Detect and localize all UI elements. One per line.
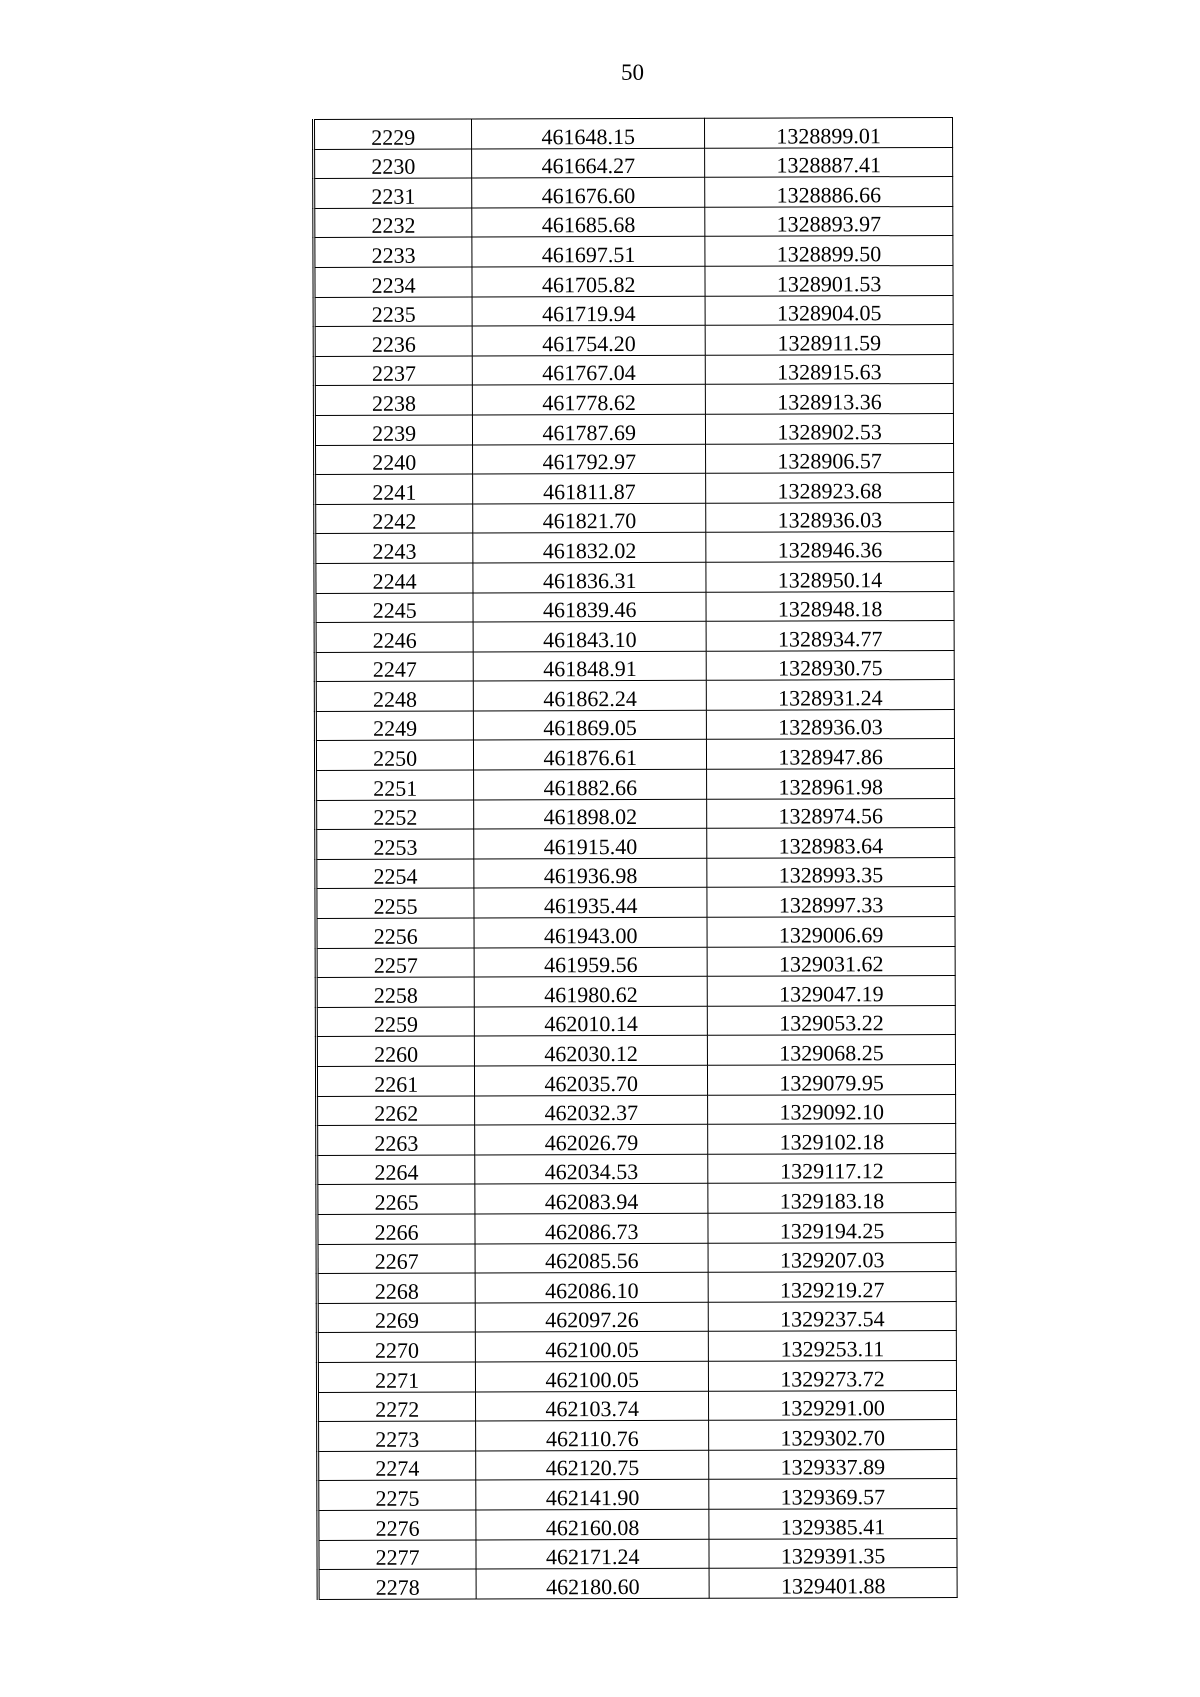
point-number-cell: 2255: [316, 888, 474, 918]
y-coordinate-cell: 1329079.95: [708, 1064, 956, 1094]
y-coordinate-cell: 1328947.86: [707, 739, 955, 769]
y-coordinate-cell: 1328936.03: [707, 709, 955, 739]
point-number-cell: 2263: [317, 1125, 475, 1155]
x-coordinate-cell: 461664.27: [472, 148, 705, 178]
point-number-cell: 2237: [314, 356, 472, 386]
coordinates-table: [312, 117, 958, 1600]
table-row: [316, 769, 955, 801]
point-number-cell: 2254: [316, 859, 474, 889]
x-coordinate-cell: 461882.66: [474, 769, 707, 799]
table-row: [316, 1005, 955, 1037]
y-coordinate-cell: 1329117.12: [708, 1153, 956, 1183]
x-coordinate-cell: 461862.24: [474, 681, 707, 711]
table-row: [315, 532, 954, 564]
table-row: [314, 206, 953, 238]
x-coordinate-cell: 462120.75: [476, 1450, 709, 1480]
table-row: [318, 1479, 957, 1511]
x-coordinate-cell: 462032.37: [475, 1095, 708, 1125]
y-coordinate-cell: 1329068.25: [708, 1035, 956, 1065]
point-number-cell: 2266: [317, 1214, 475, 1244]
y-coordinate-cell: 1328983.64: [707, 828, 955, 858]
point-number-cell: 2244: [315, 563, 473, 593]
table-row: [315, 709, 954, 741]
table-row: [317, 1183, 956, 1215]
point-number-cell: 2231: [314, 178, 472, 208]
y-coordinate-cell: 1328904.05: [705, 295, 953, 325]
y-coordinate-cell: 1328950.14: [706, 561, 954, 591]
x-coordinate-cell: 461898.02: [474, 799, 707, 829]
point-number-cell: 2252: [316, 800, 474, 830]
x-coordinate-cell: 461869.05: [474, 710, 707, 740]
y-coordinate-cell: 1329369.57: [709, 1479, 957, 1509]
table-row: [318, 1568, 957, 1600]
y-coordinate-cell: 1329401.88: [709, 1568, 957, 1598]
x-coordinate-cell: 461787.69: [473, 414, 706, 444]
x-coordinate-cell: 462171.24: [476, 1539, 709, 1569]
x-coordinate-cell: 462100.05: [476, 1361, 709, 1391]
point-number-cell: 2238: [314, 385, 472, 415]
table-row: [316, 1064, 955, 1096]
table-row: [314, 147, 953, 179]
point-number-cell: 2246: [315, 622, 473, 652]
x-coordinate-cell: 461839.46: [473, 592, 706, 622]
y-coordinate-cell: 1328887.41: [705, 147, 953, 177]
table-row: [316, 887, 955, 919]
point-number-cell: 2258: [316, 977, 474, 1007]
table-row: [316, 798, 955, 830]
point-number-cell: 2276: [318, 1510, 476, 1540]
x-coordinate-cell: 462010.14: [475, 1006, 708, 1036]
x-coordinate-cell: 461936.98: [474, 858, 707, 888]
point-number-cell: 2245: [315, 592, 473, 622]
y-coordinate-cell: 1328899.50: [705, 236, 953, 266]
table-row: [314, 117, 953, 149]
table-row: [315, 621, 954, 653]
table-row: [314, 295, 953, 327]
table-row: [316, 828, 955, 860]
point-number-cell: 2265: [317, 1184, 475, 1214]
point-number-cell: 2278: [318, 1569, 476, 1599]
point-number-cell: 2240: [315, 445, 473, 475]
point-number-cell: 2270: [317, 1332, 475, 1362]
y-coordinate-cell: 1329385.41: [709, 1508, 957, 1538]
point-number-cell: 2232: [314, 208, 472, 238]
table-row: [317, 1360, 956, 1392]
x-coordinate-cell: 461876.61: [474, 740, 707, 770]
y-coordinate-cell: 1329253.11: [708, 1331, 956, 1361]
point-number-cell: 2234: [314, 267, 472, 297]
table-row: [318, 1420, 957, 1452]
y-coordinate-cell: 1328930.75: [706, 650, 954, 680]
table-row: [317, 1301, 956, 1333]
x-coordinate-cell: 461719.94: [472, 296, 705, 326]
y-coordinate-cell: 1329337.89: [709, 1449, 957, 1479]
x-coordinate-cell: 462160.08: [476, 1509, 709, 1539]
x-coordinate-cell: 461754.20: [472, 325, 705, 355]
y-coordinate-cell: 1328901.53: [705, 265, 953, 295]
table-row: [317, 1153, 956, 1185]
table-row: [317, 1094, 956, 1126]
y-coordinate-cell: 1328961.98: [707, 769, 955, 799]
table-row: [317, 1212, 956, 1244]
x-coordinate-cell: 462085.56: [475, 1243, 708, 1273]
table-row: [314, 177, 953, 209]
point-number-cell: 2259: [316, 1007, 474, 1037]
x-coordinate-cell: 461935.44: [474, 888, 707, 918]
point-number-cell: 2243: [315, 533, 473, 563]
x-coordinate-cell: 461943.00: [474, 917, 707, 947]
y-coordinate-cell: 1329219.27: [708, 1272, 956, 1302]
x-coordinate-cell: 461697.51: [472, 237, 705, 267]
x-coordinate-cell: 461821.70: [473, 503, 706, 533]
y-coordinate-cell: 1329031.62: [707, 946, 955, 976]
y-coordinate-cell: 1328948.18: [706, 591, 954, 621]
point-number-cell: 2235: [314, 297, 472, 327]
x-coordinate-cell: 462100.05: [476, 1332, 709, 1362]
y-coordinate-cell: 1329302.70: [709, 1420, 957, 1450]
x-coordinate-cell: 462103.74: [476, 1391, 709, 1421]
y-coordinate-cell: 1329047.19: [707, 976, 955, 1006]
table-row: [317, 1124, 956, 1156]
x-coordinate-cell: 461676.60: [472, 177, 705, 207]
table-row: [317, 1272, 956, 1304]
x-coordinate-cell: 462180.60: [476, 1568, 709, 1598]
point-number-cell: 2248: [315, 681, 473, 711]
x-coordinate-cell: 461811.87: [473, 473, 706, 503]
table-row: [318, 1449, 957, 1481]
table-row: [317, 1242, 956, 1274]
table-row: [316, 976, 955, 1008]
point-number-cell: 2249: [315, 711, 473, 741]
y-coordinate-cell: 1329053.22: [707, 1005, 955, 1035]
y-coordinate-cell: 1329183.18: [708, 1183, 956, 1213]
y-coordinate-cell: 1328997.33: [707, 887, 955, 917]
point-number-cell: 2274: [318, 1451, 476, 1481]
y-coordinate-cell: 1328913.36: [705, 384, 953, 414]
x-coordinate-cell: 461832.02: [473, 533, 706, 563]
x-coordinate-cell: 461843.10: [473, 621, 706, 651]
x-coordinate-cell: 461705.82: [472, 266, 705, 296]
y-coordinate-cell: 1329237.54: [708, 1301, 956, 1331]
point-number-cell: 2269: [317, 1303, 475, 1333]
point-number-cell: 2236: [314, 326, 472, 356]
point-number-cell: 2247: [315, 652, 473, 682]
y-coordinate-cell: 1328911.59: [705, 325, 953, 355]
point-number-cell: 2264: [317, 1155, 475, 1185]
y-coordinate-cell: 1329273.72: [709, 1360, 957, 1390]
y-coordinate-cell: 1329006.69: [707, 917, 955, 947]
point-number-cell: 2251: [316, 770, 474, 800]
point-number-cell: 2267: [317, 1244, 475, 1274]
x-coordinate-cell: 461848.91: [473, 651, 706, 681]
x-coordinate-cell: 461980.62: [474, 976, 707, 1006]
point-number-cell: 2268: [317, 1273, 475, 1303]
y-coordinate-cell: 1329291.00: [709, 1390, 957, 1420]
table-row: [314, 413, 953, 445]
x-coordinate-cell: 462141.90: [476, 1480, 709, 1510]
point-number-cell: 2230: [314, 149, 472, 179]
y-coordinate-cell: 1328946.36: [706, 532, 954, 562]
point-number-cell: 2242: [315, 504, 473, 534]
table-row: [317, 1390, 956, 1422]
table-row: [316, 917, 955, 949]
table-row: [318, 1538, 957, 1570]
point-number-cell: 2261: [316, 1066, 474, 1096]
x-coordinate-cell: 462026.79: [475, 1124, 708, 1154]
table-row: [315, 650, 954, 682]
x-coordinate-cell: 462030.12: [475, 1036, 708, 1066]
table-row: [315, 561, 954, 593]
table-row: [315, 680, 954, 712]
point-number-cell: 2277: [318, 1539, 476, 1569]
point-number-cell: 2241: [315, 474, 473, 504]
point-number-cell: 2253: [316, 829, 474, 859]
table-row: [315, 473, 954, 505]
x-coordinate-cell: 461836.31: [473, 562, 706, 592]
table-row: [315, 739, 954, 771]
y-coordinate-cell: 1328931.24: [706, 680, 954, 710]
point-number-cell: 2229: [314, 119, 472, 149]
x-coordinate-cell: 462086.10: [475, 1272, 708, 1302]
point-number-cell: 2275: [318, 1480, 476, 1510]
y-coordinate-cell: 1329207.03: [708, 1242, 956, 1272]
y-coordinate-cell: 1328906.57: [706, 443, 954, 473]
x-coordinate-cell: 462110.76: [476, 1420, 709, 1450]
point-number-cell: 2271: [317, 1362, 475, 1392]
point-number-cell: 2256: [316, 918, 474, 948]
y-coordinate-cell: 1329391.35: [709, 1538, 957, 1568]
table-row: [314, 384, 953, 416]
coordinates-table-body: [314, 117, 958, 1599]
point-number-cell: 2250: [315, 740, 473, 770]
point-number-cell: 2239: [314, 415, 472, 445]
y-coordinate-cell: 1328934.77: [706, 621, 954, 651]
y-coordinate-cell: 1329092.10: [708, 1094, 956, 1124]
table-row: [315, 502, 954, 534]
table-row: [316, 857, 955, 889]
y-coordinate-cell: 1328902.53: [706, 413, 954, 443]
table-row: [317, 1331, 956, 1363]
table-row: [316, 946, 955, 978]
point-number-cell: 2273: [318, 1421, 476, 1451]
x-coordinate-cell: 461767.04: [473, 355, 706, 385]
table-row: [315, 591, 954, 623]
point-number-cell: 2233: [314, 237, 472, 267]
point-number-cell: 2260: [316, 1036, 474, 1066]
table-row: [314, 354, 953, 386]
point-number-cell: 2262: [317, 1096, 475, 1126]
x-coordinate-cell: 461792.97: [473, 444, 706, 474]
table-row: [314, 325, 953, 357]
y-coordinate-cell: 1328993.35: [707, 857, 955, 887]
x-coordinate-cell: 462083.94: [475, 1184, 708, 1214]
table-row: [314, 265, 953, 297]
x-coordinate-cell: 461648.15: [472, 118, 705, 148]
table-row: [318, 1508, 957, 1540]
page-number: 50: [621, 60, 644, 85]
y-coordinate-cell: 1328893.97: [705, 206, 953, 236]
x-coordinate-cell: 462097.26: [476, 1302, 709, 1332]
x-coordinate-cell: 462086.73: [475, 1213, 708, 1243]
table-row: [316, 1035, 955, 1067]
x-coordinate-cell: 462035.70: [475, 1065, 708, 1095]
point-number-cell: 2272: [317, 1392, 475, 1422]
y-coordinate-cell: 1328936.03: [706, 502, 954, 532]
y-coordinate-cell: 1329194.25: [708, 1212, 956, 1242]
x-coordinate-cell: 461685.68: [472, 207, 705, 237]
y-coordinate-cell: 1328899.01: [705, 117, 953, 147]
x-coordinate-cell: 461778.62: [473, 385, 706, 415]
y-coordinate-cell: 1328923.68: [706, 473, 954, 503]
table-row: [315, 443, 954, 475]
y-coordinate-cell: 1328974.56: [707, 798, 955, 828]
table-row: [314, 236, 953, 268]
x-coordinate-cell: 461959.56: [474, 947, 707, 977]
point-number-cell: 2257: [316, 948, 474, 978]
x-coordinate-cell: 461915.40: [474, 829, 707, 859]
y-coordinate-cell: 1329102.18: [708, 1124, 956, 1154]
x-coordinate-cell: 462034.53: [475, 1154, 708, 1184]
y-coordinate-cell: 1328886.66: [705, 177, 953, 207]
y-coordinate-cell: 1328915.63: [705, 354, 953, 384]
